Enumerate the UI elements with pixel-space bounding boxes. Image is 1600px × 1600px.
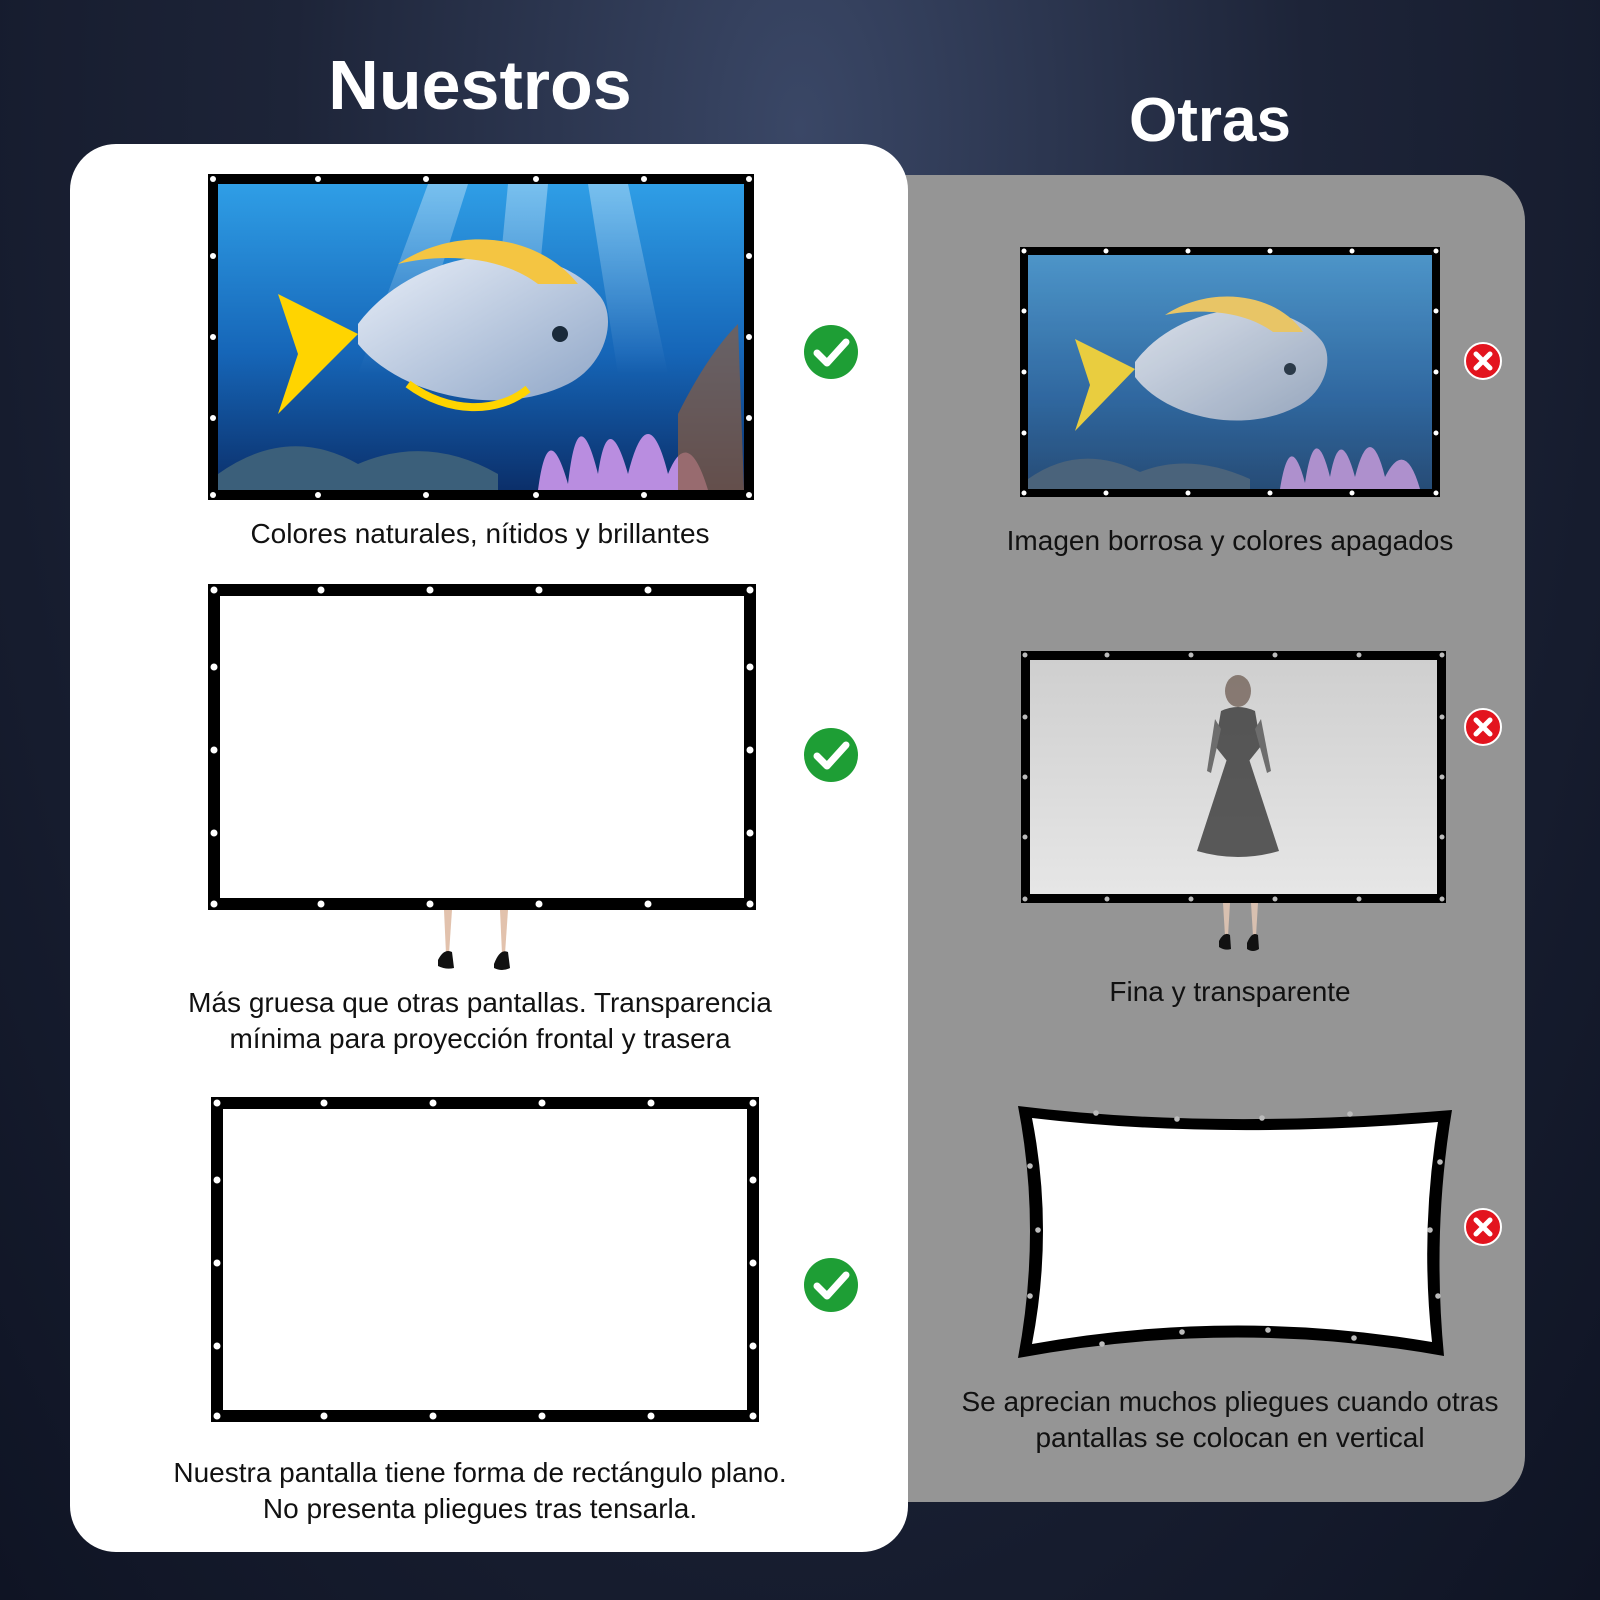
other-screen-transparent — [1021, 651, 1446, 957]
check-icon — [803, 1257, 859, 1318]
check-icon — [803, 727, 859, 788]
caption-others-3: Se aprecian muchos pliegues cuando otras pantallas se colocan en vertical — [961, 1386, 1499, 1453]
projector-screen-flat — [211, 1097, 759, 1422]
legs-icon — [438, 910, 510, 970]
heading-others: Otras — [1129, 86, 1291, 155]
cross-icon — [1464, 342, 1502, 385]
caption-ours-1: Colores naturales, nítidos y brillantes — [250, 518, 710, 549]
other-screen-dull-image — [1020, 247, 1440, 497]
caption-ours-3: Nuestra pantalla tiene forma de rectángulo plano. No presenta pliegues tras tensarla. — [173, 1457, 787, 1524]
caption-others-1: Imagen borrosa y colores apagados — [1006, 525, 1454, 556]
check-icon — [803, 324, 859, 385]
projector-screen-fish-image — [208, 174, 754, 500]
caption-others-2: Fina y transparente — [1109, 976, 1351, 1007]
caption-ours-2: Más gruesa que otras pantallas. Transparencia mínima para proyección frontal y trasera — [188, 987, 772, 1054]
cross-icon — [1464, 1208, 1502, 1251]
other-screen-wrinkled — [1012, 1100, 1458, 1365]
cross-icon — [1464, 708, 1502, 751]
heading-ours: Nuestros — [328, 46, 632, 124]
projector-screen-thick — [208, 584, 756, 976]
